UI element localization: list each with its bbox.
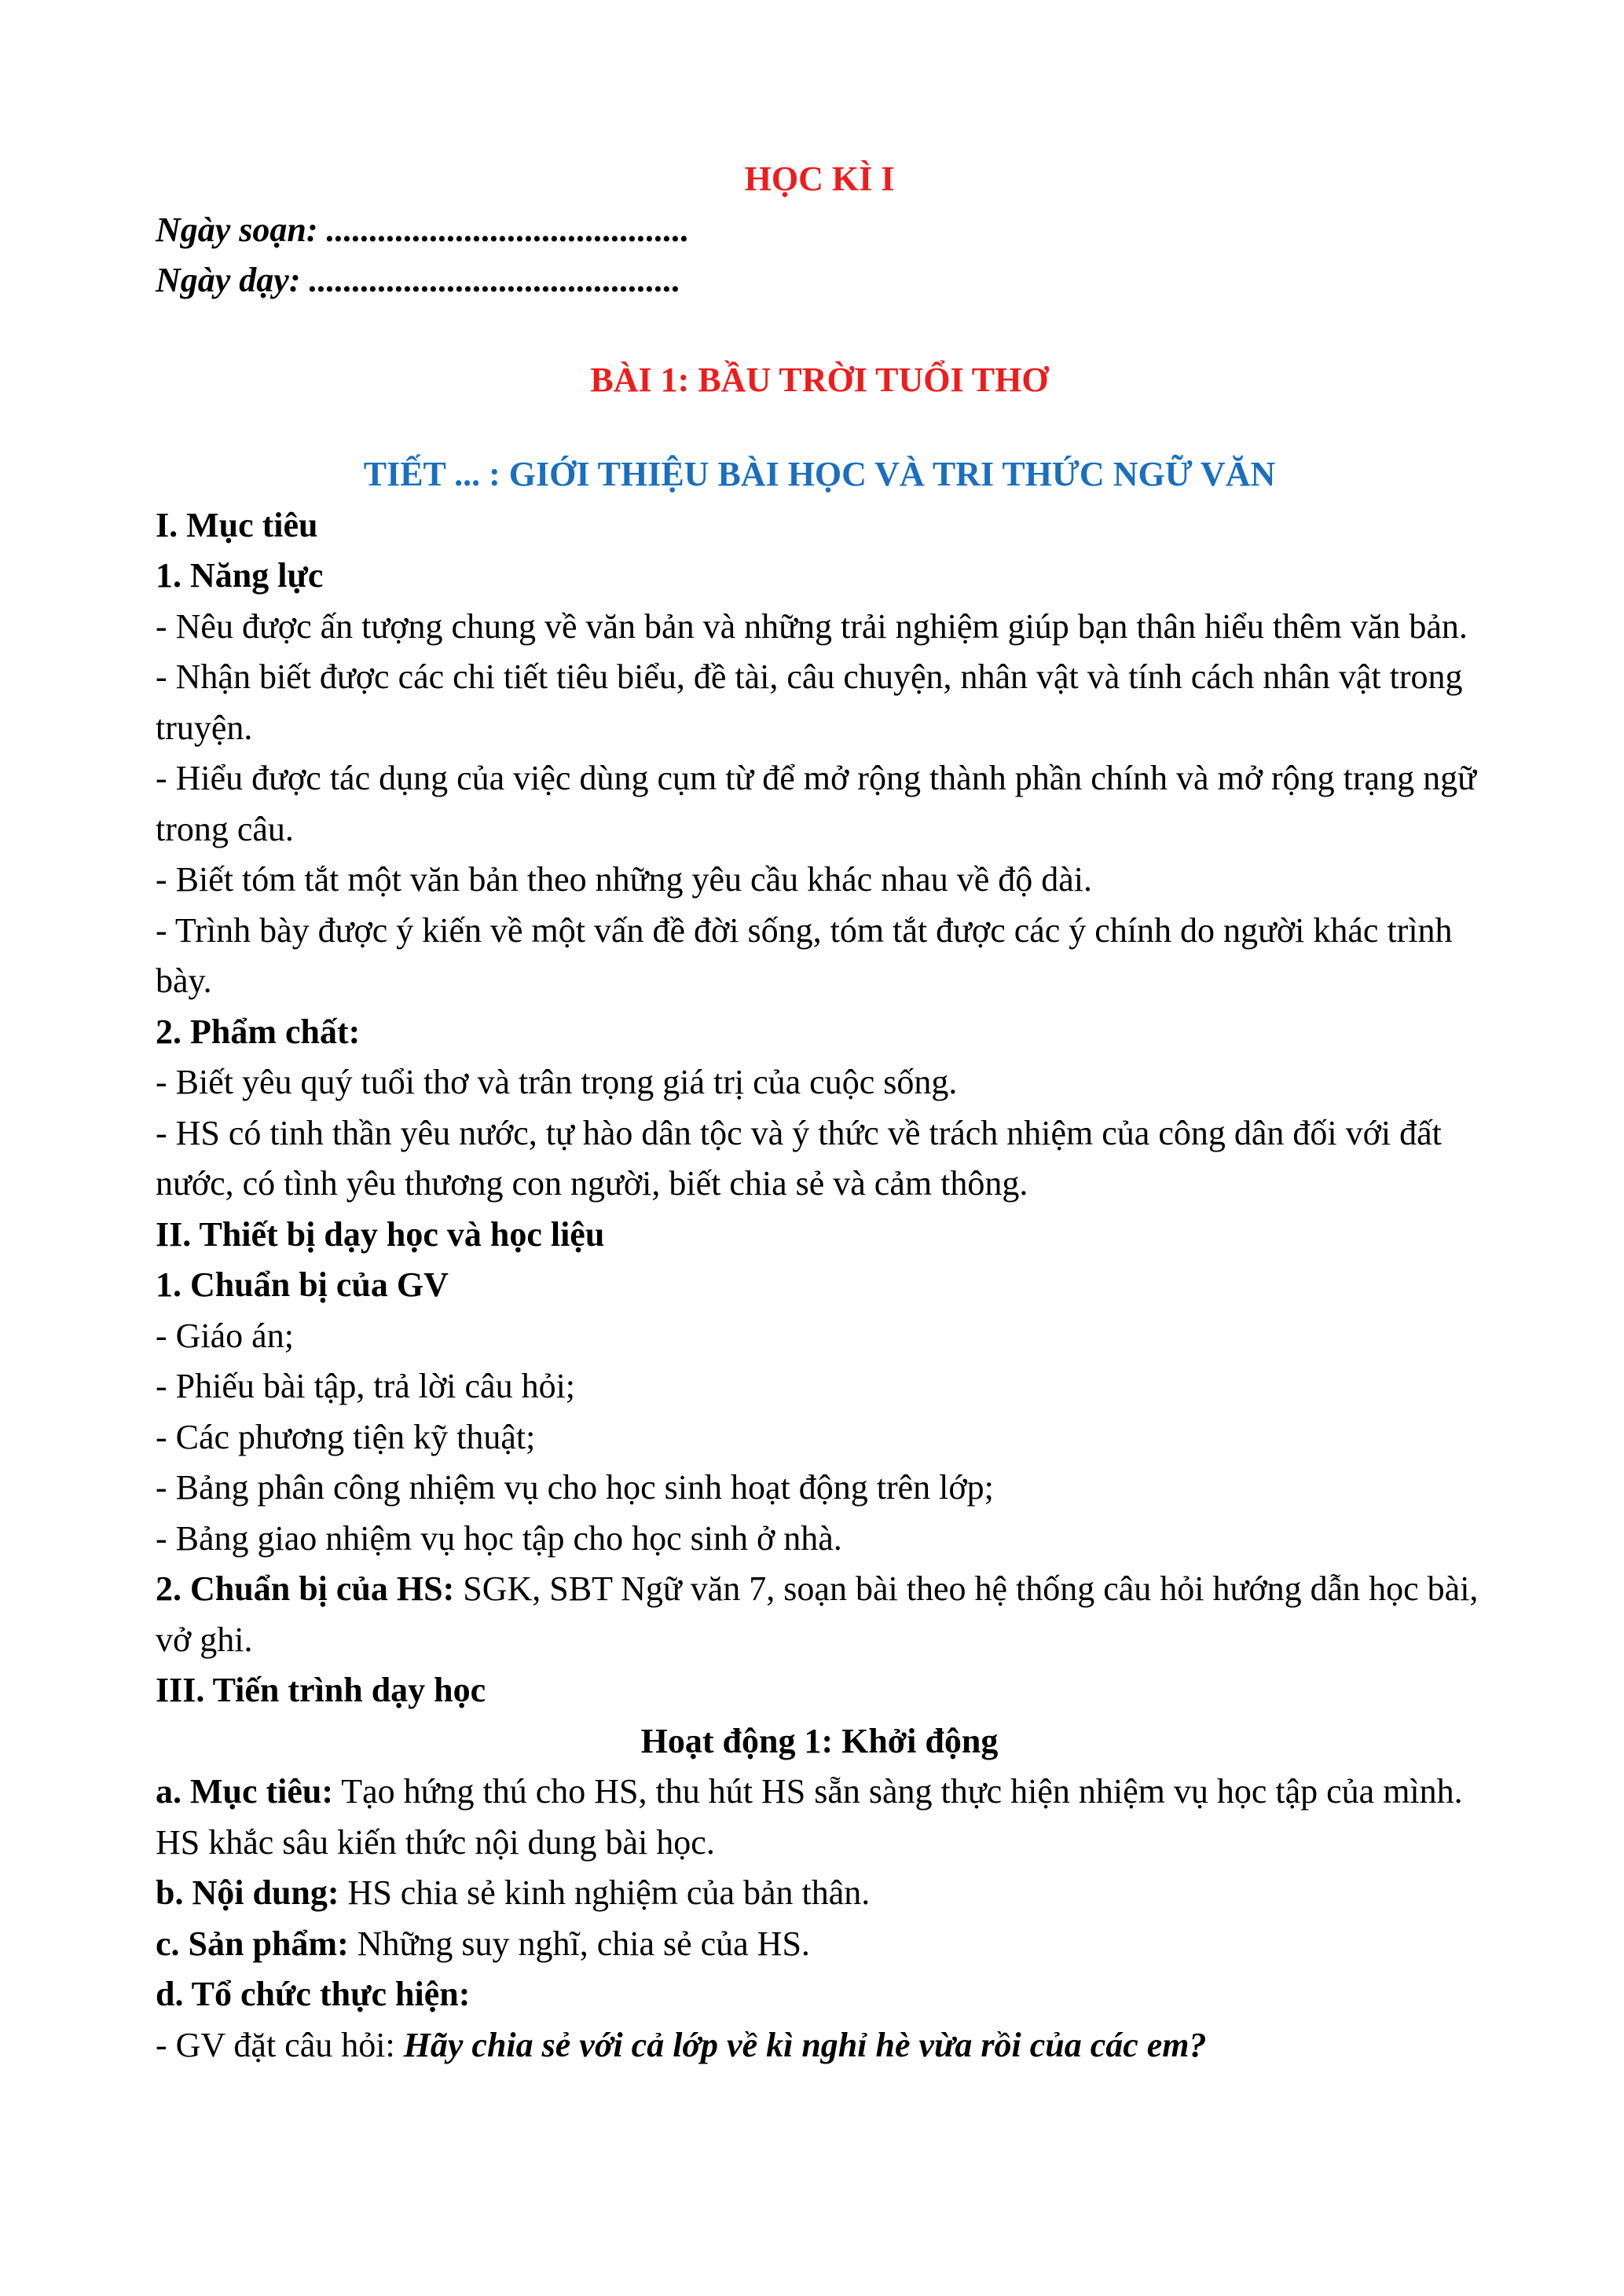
teacher-prep-item: - Giáo án; <box>156 1316 294 1355</box>
teacher-question-paragraph <box>156 2020 1483 2071</box>
product-paragraph <box>156 1919 1483 1970</box>
content-text: HS chia sẻ kinh nghiệm của bản thân. <box>339 1873 871 1912</box>
period-title: TIẾT ... : GIỚI THIỆU BÀI HỌC VÀ TRI THỨC NGỮ VĂN <box>363 455 1276 493</box>
competence-item: - Nêu được ấn tượng chung về văn bản và những trải nghiệm giúp bạn thân hiểu thêm văn bản. <box>156 606 1468 646</box>
product-label: c. Sản phẩm: <box>156 1924 349 1963</box>
qualities-item: - HS có tinh thần yêu nước, tự hào dân tộc và ý thức về trách nhiệm của công dân đối với đất nước, có tình yêu thương con người, biết chia sẻ và cảm thông. <box>156 1113 1442 1203</box>
section-equipment-heading: II. Thiết bị dạy học và học liệu <box>156 1214 605 1254</box>
semester-heading: HỌC KÌ I <box>744 159 895 198</box>
section-objectives-heading: I. Mục tiêu <box>156 505 318 544</box>
student-prep-text: SGK, SBT Ngữ văn 7, soạn bài theo hệ thống câu hỏi hướng dẫn học bài, vở ghi. <box>156 1569 1479 1659</box>
content-label: b. Nội dung: <box>156 1873 339 1912</box>
organization-heading: d. Tổ chức thực hiện: <box>156 1975 471 2013</box>
activity-title: Hoạt động 1: Khởi động <box>640 1721 999 1760</box>
objective-paragraph <box>156 1767 1483 1868</box>
competence-item: - Hiểu được tác dụng của việc dùng cụm từ để mở rộng thành phần chính và mở rộng trạng ngữ trong câu. <box>156 759 1476 848</box>
competence-heading: 1. Năng lực <box>156 556 324 595</box>
section-process-heading: III. Tiến trình dạy học <box>156 1671 486 1709</box>
document-body <box>156 154 1483 2071</box>
teacher-prep-heading: 1. Chuẩn bị của GV <box>156 1265 449 1304</box>
qualities-heading: 2. Phẩm chất: <box>156 1012 361 1051</box>
teacher-prep-item: - Bảng phân công nhiệm vụ cho học sinh hoạt động trên lớp; <box>156 1468 994 1507</box>
teacher-prep-item: - Phiếu bài tập, trả lời câu hỏi; <box>156 1367 576 1405</box>
product-text: Những suy nghĩ, chia sẻ của HS. <box>348 1924 810 1963</box>
prep-date-line: Ngày soạn: .......................................... <box>156 210 690 249</box>
lesson-title: BÀI 1: BẦU TRỜI TUỔI THƠ <box>590 360 1049 399</box>
competence-item: - Biết tóm tắt một văn bản theo những yêu cầu khác nhau về độ dài. <box>156 860 1092 899</box>
student-prep-label: 2. Chuẩn bị của HS: <box>156 1569 455 1608</box>
objective-label: a. Mục tiêu: <box>156 1772 334 1811</box>
content-paragraph <box>156 1868 1483 1919</box>
competence-item: - Nhận biết được các chi tiết tiêu biểu, đề tài, câu chuyện, nhân vật và tính cách nhân vật trong truyện. <box>156 657 1463 747</box>
question-text: Hãy chia sẻ với cả lớp về kì nghỉ hè vừa rồi của các em? <box>403 2025 1207 2064</box>
qualities-item: - Biết yêu quý tuổi thơ và trân trọng giá trị của cuộc sống. <box>156 1063 958 1101</box>
student-prep-paragraph <box>156 1564 1483 1665</box>
teacher-prep-item: - Bảng giao nhiệm vụ học tập cho học sinh ở nhà. <box>156 1518 842 1558</box>
teacher-prep-item: - Các phương tiện kỹ thuật; <box>156 1417 536 1456</box>
question-prefix: - GV đặt câu hỏi: <box>156 2025 404 2064</box>
objective-text: Tạo hứng thú cho HS, thu hút HS sẵn sàng thực hiện nhiệm vụ học tập của mình. HS khắc sâu kiến thức nội dung bài học. <box>156 1772 1463 1862</box>
teach-date-line: Ngày dạy: ........................................... <box>156 261 681 299</box>
competence-item: - Trình bày được ý kiến về một vấn đề đời sống, tóm tắt được các ý chính do người khác trình bày. <box>156 910 1453 1000</box>
